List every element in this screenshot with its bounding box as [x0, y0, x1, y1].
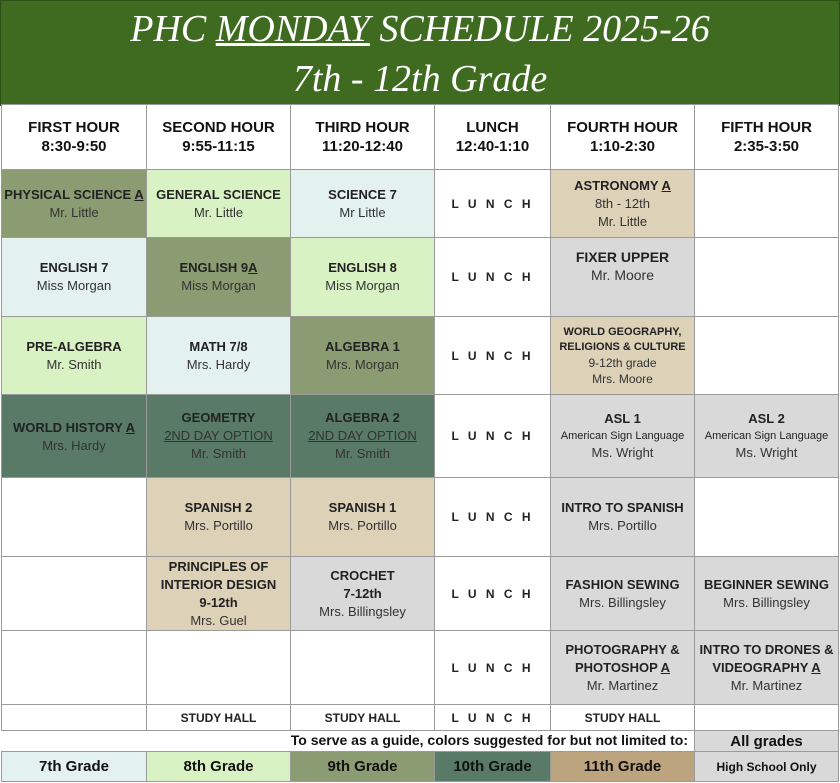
class-geometry: GEOMETRY 2ND DAY OPTION Mr. Smith — [146, 394, 291, 478]
empty-cell — [290, 630, 435, 705]
lunch-cell: L U N C H — [434, 394, 551, 478]
study-hall-third-hour: STUDY HALL — [290, 704, 435, 731]
legend-high-school-only: High School Only — [694, 751, 839, 782]
class-crochet: CROCHET 7-12th Mrs. Billingsley — [290, 556, 435, 631]
empty-cell — [694, 237, 839, 317]
col-header-fifth-hour: FIFTH HOUR 2:35-3:50 — [694, 104, 839, 170]
empty-cell — [1, 704, 147, 731]
lunch-cell: L U N C H — [434, 237, 551, 317]
header-day: MONDAY — [215, 8, 370, 50]
class-algebra-1: ALGEBRA 1 Mrs. Morgan — [290, 316, 435, 395]
class-english-8: ENGLISH 8 Miss Morgan — [290, 237, 435, 317]
class-general-science: GENERAL SCIENCE Mr. Little — [146, 169, 291, 238]
class-astronomy: ASTRONOMY A 8th - 12th Mr. Little — [550, 169, 695, 238]
legend-10th-grade: 10th Grade — [434, 751, 551, 782]
class-fixer-upper: FIXER UPPER Mr. Moore — [550, 237, 695, 317]
class-algebra-2: ALGEBRA 2 2ND DAY OPTION Mr. Smith — [290, 394, 435, 478]
lunch-cell: L U N C H — [434, 630, 551, 705]
empty-cell — [1, 556, 147, 631]
col-header-third-hour: THIRD HOUR 11:20-12:40 — [290, 104, 435, 170]
class-beginner-sewing: BEGINNER SEWING Mrs. Billingsley — [694, 556, 839, 631]
class-english-9a: ENGLISH 9A Miss Morgan — [146, 237, 291, 317]
lunch-cell: L U N C H — [434, 169, 551, 238]
class-spanish-1: SPANISH 1 Mrs. Portillo — [290, 477, 435, 557]
lunch-cell: L U N C H — [434, 556, 551, 631]
col-header-lunch: LUNCH 12:40-1:10 — [434, 104, 551, 170]
legend-8th-grade: 8th Grade — [146, 751, 291, 782]
class-principles-of-interior-design: PRINCIPLES OF INTERIOR DESIGN 9-12th Mrs. Guel — [146, 556, 291, 631]
schedule-header — [0, 0, 840, 106]
class-intro-to-drones: INTRO TO DRONES & VIDEOGRAPHY A Mr. Martinez — [694, 630, 839, 705]
class-asl-1: ASL 1 American Sign Language Ms. Wright — [550, 394, 695, 478]
empty-cell — [1, 477, 147, 557]
lunch-cell: L U N C H — [434, 316, 551, 395]
empty-cell — [694, 316, 839, 395]
empty-cell — [694, 704, 839, 731]
class-fashion-sewing: FASHION SEWING Mrs. Billingsley — [550, 556, 695, 631]
class-photography-photoshop: PHOTOGRAPHY & PHOTOSHOP A Mr. Martinez — [550, 630, 695, 705]
class-english-7: ENGLISH 7 Miss Morgan — [1, 237, 147, 317]
class-spanish-2: SPANISH 2 Mrs. Portillo — [146, 477, 291, 557]
empty-cell — [694, 477, 839, 557]
color-guide-note: To serve as a guide, colors suggested for but not limited to: — [290, 732, 688, 748]
class-pre-algebra: PRE-ALGEBRA Mr. Smith — [1, 316, 147, 395]
header-grades: 7th - 12th Grade — [292, 58, 548, 100]
legend-all-grades: All grades — [694, 730, 839, 752]
col-header-first-hour: FIRST HOUR 8:30-9:50 — [1, 104, 147, 170]
study-hall-second-hour: STUDY HALL — [146, 704, 291, 731]
empty-cell — [146, 630, 291, 705]
class-world-geography: WORLD GEOGRAPHY, RELIGIONS & CULTURE 9-12th grade Mrs. Moore — [550, 316, 695, 395]
lunch-cell: L U N C H — [434, 477, 551, 557]
empty-cell — [694, 169, 839, 238]
legend-11th-grade: 11th Grade — [550, 751, 695, 782]
empty-cell — [1, 630, 147, 705]
class-world-history-a: WORLD HISTORY A Mrs. Hardy — [1, 394, 147, 478]
col-header-fourth-hour: FOURTH HOUR 1:10-2:30 — [550, 104, 695, 170]
class-physical-science: PHYSICAL SCIENCE A Mr. Little — [1, 169, 147, 238]
lunch-cell: L U N C H — [434, 704, 551, 731]
legend-9th-grade: 9th Grade — [290, 751, 435, 782]
class-intro-to-spanish: INTRO TO SPANISH Mrs. Portillo — [550, 477, 695, 557]
study-hall-fourth-hour: STUDY HALL — [550, 704, 695, 731]
col-header-second-hour: SECOND HOUR 9:55-11:15 — [146, 104, 291, 170]
header-title: PHC MONDAY SCHEDULE 2025-26 — [130, 8, 710, 50]
legend-7th-grade: 7th Grade — [1, 751, 147, 782]
class-math-7-8: MATH 7/8 Mrs. Hardy — [146, 316, 291, 395]
class-asl-2: ASL 2 American Sign Language Ms. Wright — [694, 394, 839, 478]
class-science-7: SCIENCE 7 Mr Little — [290, 169, 435, 238]
